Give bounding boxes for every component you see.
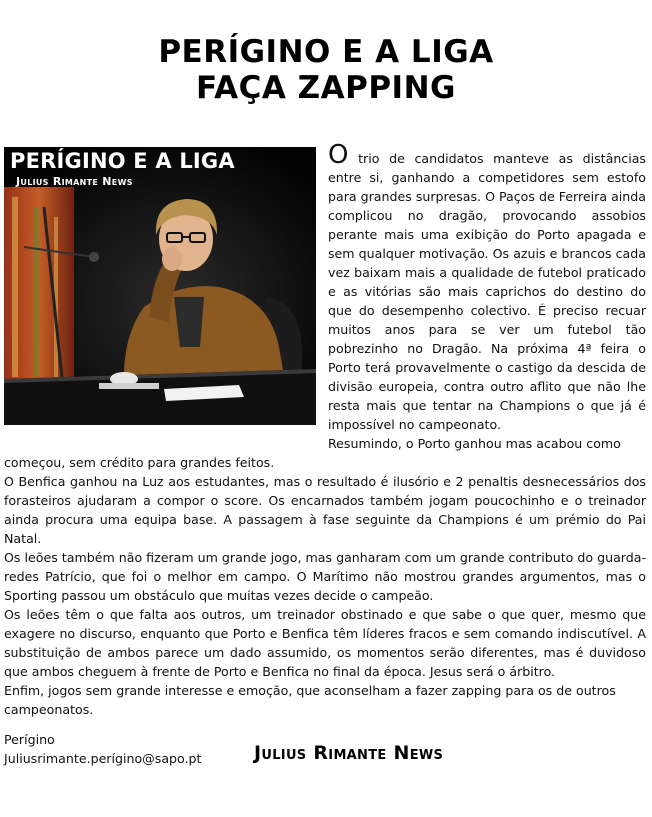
headline-line-1: PERÍGINO E A LIGA (158, 34, 494, 70)
headline-line-2: FAÇA ZAPPING (196, 70, 456, 106)
article-paragraph-2: O Benfica ganhou na Luz aos estudantes, mas o resultado é ilusório e 2 penaltis desnecessários dos forasteiros ajudaram a compor o score. Os encarnados também jogam poucochinho e o treinador ainda procura uma equipa base. A passagem à fase seguinte da Champions é um prémio do Pai Natal. (4, 474, 646, 546)
signature-block (4, 730, 201, 768)
article-paragraph-5: Enfim, jogos sem grande interesse e emoção, que aconselham a fazer zapping para os de outros campeonatos. (4, 683, 616, 717)
article-paragraph-4: Os leões têm o que falta aos outros, um treinador obstinado e que sabe o que quer, mesmo que exagere no discurso, enquanto que Porto e Benfica têm líderes fracos e sem comando indiscutível. A substituição de ambos parece um dado assumido, os momentos serão diferentes, mas é duvidoso que ambos cheguem à frente de Porto e Benfica no final da época. Jesus será o árbitro. (4, 607, 646, 679)
photo-float-spacer (4, 146, 328, 438)
dropcap: O (328, 140, 349, 170)
author-name: Perígino (4, 732, 55, 747)
photo-caption-subtitle: Julius Rimante News (16, 175, 133, 188)
article-intro-text: trio de candidatos manteve as distâncias entre si, ganhando a competidores sem estofo para grandes surpresas. O Paços de Ferreira ainda complicou no dragão, provocando assobios perante mais uma exibição do Porto apagada e sem qualquer motivação. Os azuis e brancos cada vez baixam mais a qualidade de futebol praticado e as vitórias são mais caprichos do destino do que do desempenho colectivo. É preciso recuar muitos anos para se ver um futebol tão pobrezinho no Dragão. Na próxima 4ª feira o Porto terá provavelmente o castigo da descida de divisão europeia, contra outro aflito que não lhe resta mais que tentar na Champions o que já é impossível no campeonato. (328, 151, 646, 432)
author-email: Juliusrimante.perígino@sapo.pt (4, 751, 202, 766)
photo-caption-title: PERÍGINO E A LIGA (10, 149, 235, 173)
article-paragraph-1: Resumindo, o Porto ganhou mas acabou como começou, sem crédito para grandes feitos. (4, 436, 621, 470)
brand-logo-text: Julius Rimante News (254, 742, 444, 764)
article-paragraph-3: Os leões também não fizeram um grande jogo, mas ganharam com um grande contributo do guarda-redes Patrício, que foi o melhor em campo. O Marítimo não mostrou grandes argumentos, mas o Sporting passou um obstáculo que muitas vezes decide o campeão. (4, 550, 646, 603)
article-body (4, 140, 646, 719)
